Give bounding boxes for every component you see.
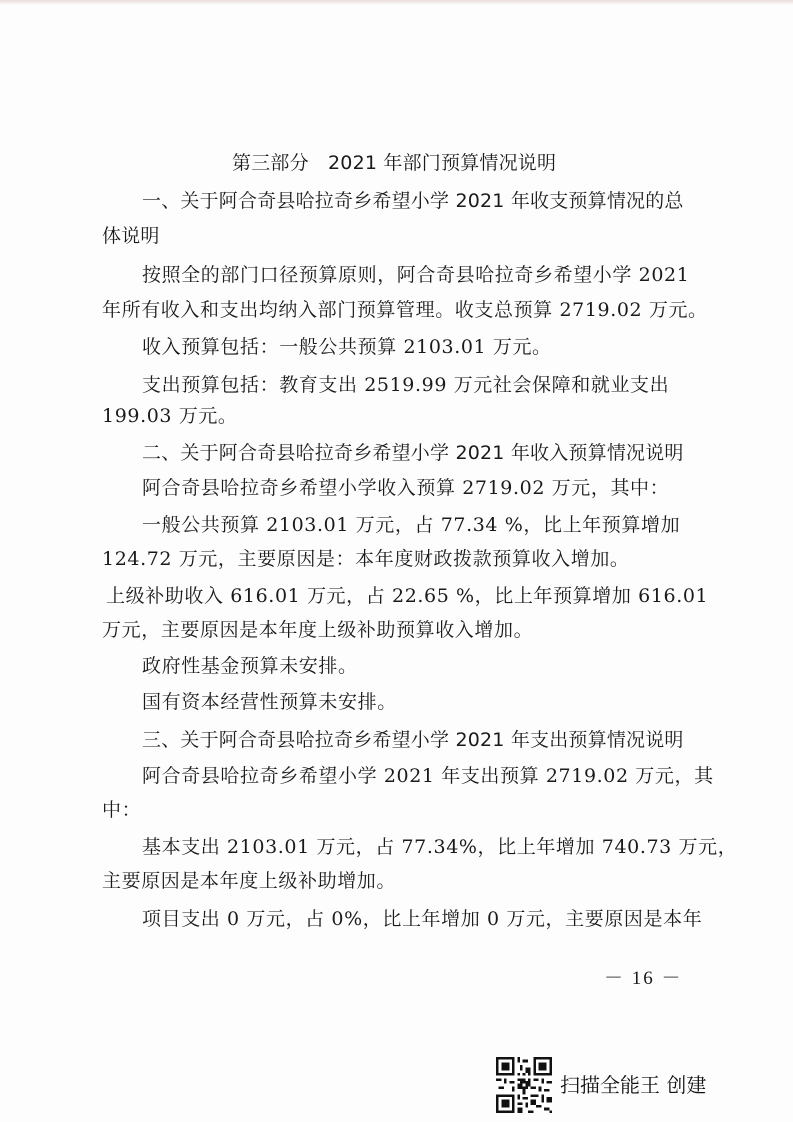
paragraph-5: 一般公共预算 2103.01 万元，占 77.34 %，比上年预算增加 — [142, 514, 681, 536]
paragraph-7: 政府性基金预算未安排。 — [142, 655, 358, 677]
section-2-heading: 二、关于阿合奇县哈拉奇乡希望小学 2021 年收入预算情况说明 — [142, 442, 684, 464]
paragraph-3-cont: 199.03 万元。 — [102, 405, 238, 427]
paragraph-6: 上级补助收入 616.01 万元，占 22.65 %，比上年预算增加 616.01 — [106, 585, 709, 607]
paragraph-11: 项目支出 0 万元，占 0%，比上年增加 0 万元，主要原因是本年 — [142, 908, 703, 930]
scanner-watermark — [496, 1057, 756, 1117]
paragraph-6-cont: 万元，主要原因是本年度上级补助预算收入增加。 — [102, 619, 534, 641]
scanner-brand-text: 扫描全能王 创建 — [560, 1073, 707, 1097]
section-1-heading: 一、关于阿合奇县哈拉奇乡希望小学 2021 年收支预算情况的总 — [142, 190, 684, 212]
paragraph-3: 支出预算包括：教育支出 2519.99 万元社会保障和就业支出 — [142, 374, 670, 396]
paragraph-4: 阿合奇县哈拉奇乡希望小学收入预算 2719.02 万元，其中： — [142, 477, 670, 499]
paragraph-1-cont: 年所有收入和支出均纳入部门预算管理。收支总预算 2719.02 万元。 — [102, 299, 708, 321]
paragraph-10: 基本支出 2103.01 万元，占 77.34%，比上年增加 740.73 万元， — [142, 836, 738, 858]
paragraph-10-cont: 主要原因是本年度上级补助增加。 — [102, 870, 397, 892]
page-number: － 16 － — [604, 968, 683, 989]
paragraph-5-cont: 124.72 万元，主要原因是：本年度财政拨款预算收入增加。 — [102, 548, 630, 570]
paragraph-9: 阿合奇县哈拉奇乡希望小学 2021 年支出预算 2719.02 万元，其 — [142, 765, 714, 787]
paragraph-9-cont: 中： — [102, 799, 142, 821]
paragraph-1: 按照全的部门口径预算原则，阿合奇县哈拉奇乡希望小学 2021 — [142, 264, 690, 286]
section-3-heading: 三、关于阿合奇县哈拉奇乡希望小学 2021 年支出预算情况说明 — [142, 729, 684, 751]
qr-code-icon — [496, 1057, 552, 1113]
page-title: 第三部分 2021 年部门预算情况说明 — [232, 152, 557, 174]
paragraph-2: 收入预算包括：一般公共预算 2103.01 万元。 — [142, 336, 552, 358]
paragraph-8: 国有资本经营性预算未安排。 — [142, 691, 397, 713]
section-1-heading-cont: 体说明 — [102, 225, 160, 247]
